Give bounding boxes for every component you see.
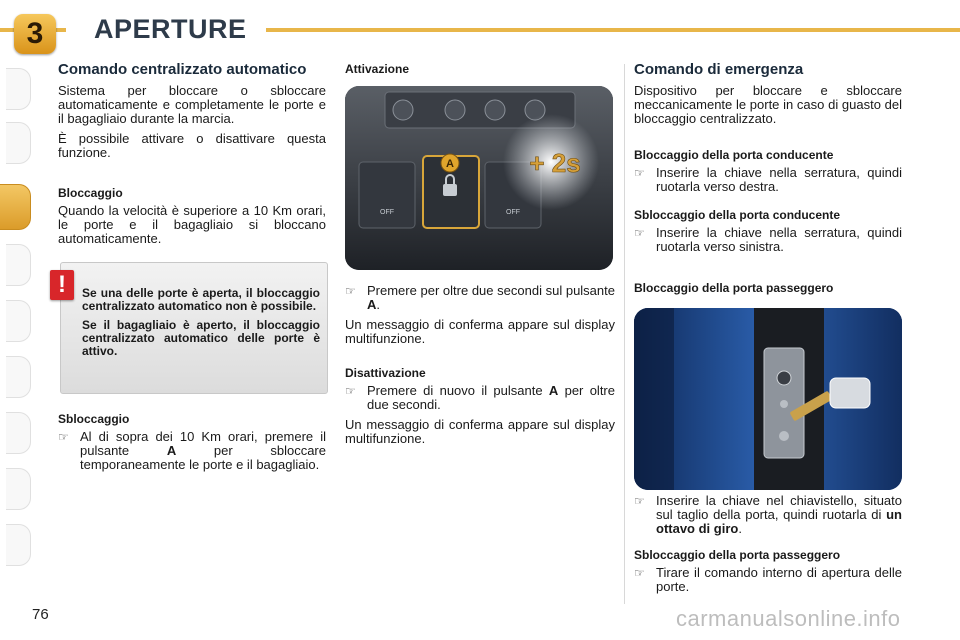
two-seconds-label: + 2s — [529, 148, 581, 178]
lock-driver-text: Inserire la chiave nella serratura, quindi ruotarla verso destra. — [656, 165, 902, 194]
chapter-tab-8[interactable] — [6, 468, 31, 510]
door-latch-photo — [634, 308, 902, 490]
right-column — [634, 62, 902, 132]
insert-key-bullet — [634, 494, 902, 536]
unlock-pass-text: Tirare il comando interno di apertura delle porte. — [656, 565, 902, 594]
press-text-b: . — [376, 297, 381, 312]
insert-text-b: . — [738, 521, 742, 536]
emergency-intro: Dispositivo per bloccare e sbloccare meccanicamente le porte in caso di guasto del bloccaggio centralizzato. — [634, 83, 902, 126]
activation-section — [345, 284, 615, 352]
auto-lock-intro2: È possibile attivare o disattivare questa funzione. — [58, 131, 326, 160]
lock-text: Quando la velocità è superiore a 10 Km orari, le porte e il bagagliaio si bloccano automaticamente. — [58, 203, 326, 246]
unlock-driver-text: Inserire la chiave nella serratura, quindi ruotarla verso sinistra. — [656, 225, 902, 254]
press2-text-b: per oltre due secondi. — [367, 383, 615, 412]
unlock-driver-section — [634, 208, 902, 260]
chapter-badge: 3 — [14, 14, 56, 54]
unlock-bullet — [58, 430, 326, 472]
dashboard-button-photo — [345, 86, 613, 270]
warning-text — [82, 287, 320, 364]
lock-driver-section — [634, 148, 902, 200]
emergency-heading: Comando di emergenza — [634, 61, 804, 78]
lock-heading: Bloccaggio — [58, 186, 123, 200]
unlock-text-a: Al di sopra dei 10 Km orari, premere il pulsante — [80, 429, 326, 458]
activation-title-block — [345, 62, 613, 80]
chapter-tab-6[interactable] — [6, 356, 31, 398]
unlock-button-ref: A — [166, 443, 177, 458]
activation-heading: Attivazione — [345, 62, 410, 76]
chapter-tab-2[interactable] — [6, 122, 31, 164]
lock-pass-heading: Bloccaggio della porta passeggero — [634, 281, 834, 295]
chapter-tab-1[interactable] — [6, 68, 31, 110]
pointing-hand-icon: ☞ — [58, 430, 69, 444]
pointing-hand-icon: ☞ — [634, 566, 645, 580]
press-text-a: Premere per oltre due secondi sul pulsante — [367, 283, 615, 298]
activation-confirm: Un messaggio di conferma appare sul display multifunzione. — [345, 317, 615, 346]
page-number: 76 — [32, 606, 49, 623]
off-label-right: OFF — [506, 209, 520, 216]
page-header — [0, 0, 960, 62]
left-column — [58, 62, 326, 166]
unlock-text-b: per sbloccare temporaneamente le porte e il bagagliaio. — [80, 443, 326, 472]
lock-pass-section — [634, 281, 902, 299]
off-label-left: OFF — [380, 209, 394, 216]
deactivation-confirm: Un messaggio di conferma appare sul display multifunzione. — [345, 417, 615, 446]
pointing-hand-icon: ☞ — [634, 166, 645, 180]
lock-driver-heading: Bloccaggio della porta conducente — [634, 148, 834, 162]
insert-text-a: Inserire la chiave nel chiavistello, situato sul taglio della porta, quindi ruotarla di — [656, 493, 902, 522]
unlock-driver-bullet — [634, 226, 902, 254]
pointing-hand-icon: ☞ — [634, 494, 645, 508]
insert-text-bold: un ottavo di giro — [656, 507, 902, 536]
lock-driver-bullet — [634, 166, 902, 194]
chapter-tab-3-active[interactable] — [0, 184, 31, 230]
press-button-ref: A — [367, 297, 377, 312]
door-latch-illustration — [634, 308, 902, 490]
press2-button-ref: A — [548, 383, 559, 398]
chapter-tab-7[interactable] — [6, 412, 31, 454]
unlock-pass-bullet — [634, 566, 902, 594]
warning-icon: ! — [50, 270, 74, 300]
chapter-tab-9[interactable] — [6, 524, 31, 566]
deactivation-heading: Disattivazione — [345, 366, 426, 380]
activation-bullet — [345, 284, 615, 312]
column-divider — [624, 64, 625, 604]
watermark: carmanualsonline.info — [676, 606, 901, 631]
press2-text-a: Premere di nuovo il pulsante — [367, 383, 549, 398]
page-title: APERTURE — [94, 14, 247, 44]
chapter-tab-4[interactable] — [6, 244, 31, 286]
chapter-tabs — [0, 64, 32, 576]
pointing-hand-icon: ☞ — [634, 226, 645, 240]
unlock-pass-section — [634, 548, 902, 600]
dashboard-panel-illustration — [345, 86, 613, 270]
auto-lock-intro: Sistema per bloccare o sbloccare automaticamente e completamente le porte e il bagagliaio durante la marcia. — [58, 83, 326, 126]
pointing-hand-icon: ☞ — [345, 284, 356, 298]
auto-lock-heading: Comando centralizzato automatico — [58, 61, 307, 78]
left-unlock-section — [58, 412, 326, 478]
button-a-label: A — [446, 158, 454, 170]
warning-text-2: Se il bagagliaio è aperto, il bloccaggio centralizzato automatico delle porte è attivo. — [82, 318, 320, 358]
deactivation-section — [345, 366, 615, 452]
pointing-hand-icon: ☞ — [345, 384, 356, 398]
insert-key-section — [634, 494, 902, 542]
left-lock-section — [58, 186, 326, 252]
unlock-pass-heading: Sbloccaggio della porta passeggero — [634, 548, 841, 562]
chapter-tab-5[interactable] — [6, 300, 31, 342]
unlock-heading: Sbloccaggio — [58, 412, 130, 426]
deactivation-bullet — [345, 384, 615, 412]
warning-text-1: Se una delle porte è aperta, il bloccaggio centralizzato automatico non è possibile. — [82, 286, 320, 313]
unlock-driver-heading: Sbloccaggio della porta conducente — [634, 208, 841, 222]
